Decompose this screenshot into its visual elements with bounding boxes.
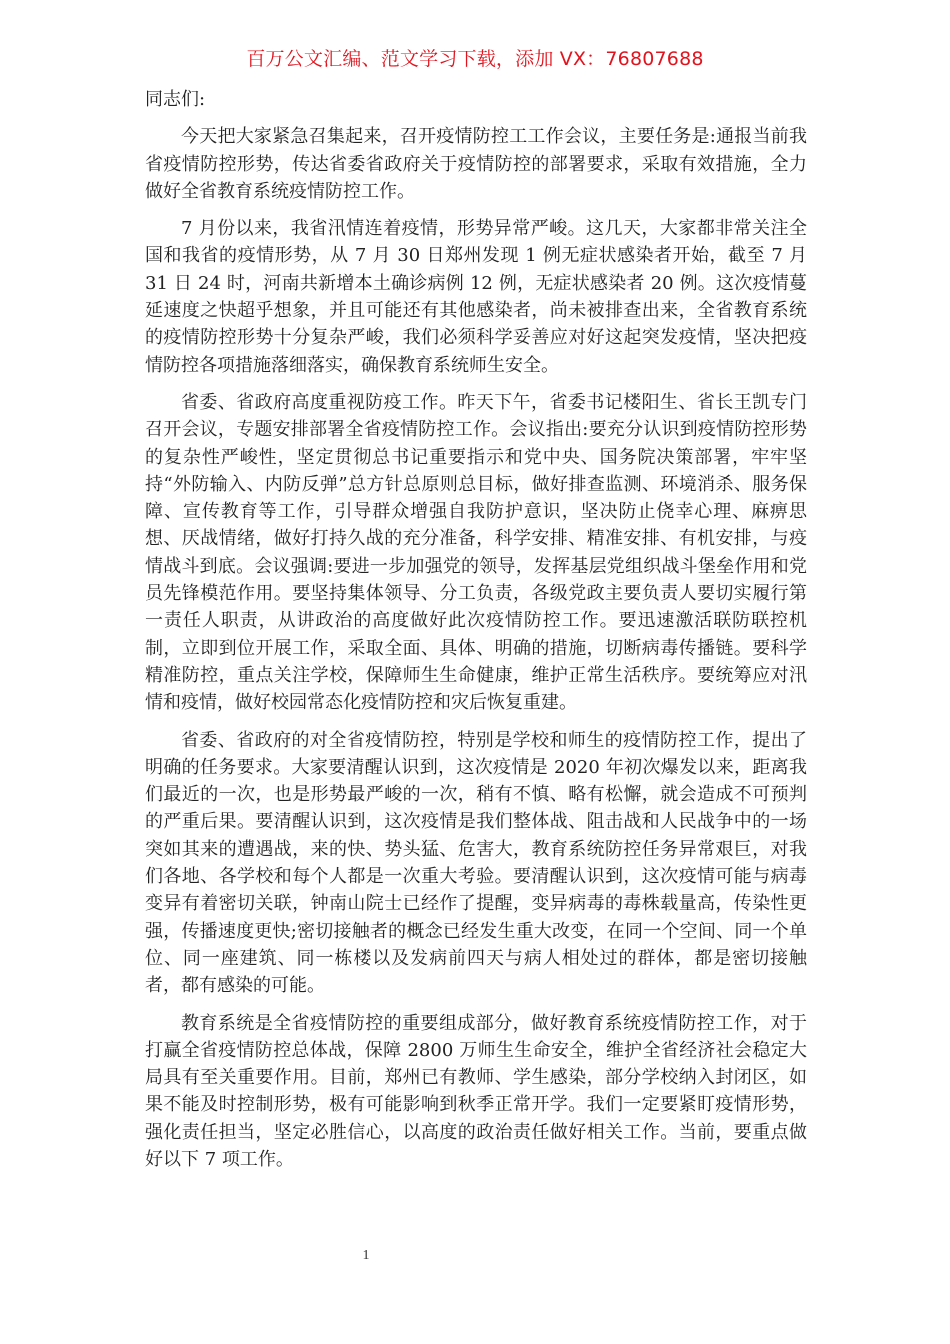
- watermark-header: 百万公文汇编、范文学习下载，添加 VX：76807688: [246, 48, 704, 70]
- salutation: 同志们:: [145, 89, 206, 110]
- paragraph-2: 7 月份以来，我省汛情连着疫情，形势异常严峻。这几天，大家都非常关注全国和我省的疫情形势，从 7 月 30 日郑州发现 1 例无症状感染者开始，截至 7 月 31 日 24 时，河南共新增本土确诊病例 12 例，无症状感染者 20 例。这次疫情蔓延速度之快超乎想象，并且可能还有其他感染者，尚未被排查出来，全省教育系统的疫情防控形势十分复杂严峻，我们必须科学妥善应对好这起突发疫情，坚决把疫情防控各项措施落细落实，确保教育系统师生安全。: [145, 218, 807, 376]
- paragraph-4: 省委、省政府的对全省疫情防控，特别是学校和师生的疫情防控工作，提出了明确的任务要求。大家要清醒认识到，这次疫情是 2020 年初次爆发以来，距离我们最近的一次，也是形势最严峻的一次，稍有不慎、略有松懈，就会造成不可预判的严重后果。要清醒认识到，这次疫情是我们整体战、阻击战和人民战争中的一场突如其来的遭遇战，来的快、势头猛、危害大，教育系统防控任务异常艰巨，对我们各地、各学校和每个人都是一次重大考验。要清醒认识到，这次疫情可能与病毒变异有着密切关联，钟南山院士已经作了提醒，变异病毒的毒株载量高，传染性更强，传播速度更快;密切接触者的概念已经发生重大改变，在同一个空间、同一个单位、同一座建筑、同一栋楼以及发病前四天与病人相处过的群体，都是密切接触者，都有感染的可能。: [145, 729, 807, 997]
- paragraph-5: 教育系统是全省疫情防控的重要组成部分，做好教育系统疫情防控工作，对于打赢全省疫情防控总体战，保障 2800 万师生生命安全，维护全省经济社会稳定大局具有至关重要作用。目前，郑州已有教师、学生感染，部分学校纳入封闭区，如果不能及时控制形势，极有可能影响到秋季正常开学。我们一定要紧盯疫情形势，强化责任担当，坚定必胜信心，以高度的政治责任做好相关工作。当前，要重点做好以下 7 项工作。: [145, 1012, 807, 1170]
- document-body: [145, 86, 807, 1183]
- paragraph-1: 今天把大家紧急召集起来，召开疫情防控工工作会议，主要任务是:通报当前我省疫情防控形势，传达省委省政府关于疫情防控的部署要求，采取有效措施，全力做好全省教育系统疫情防控工作。: [145, 126, 807, 202]
- page-number: 1: [362, 1248, 370, 1263]
- paragraph-3: 省委、省政府高度重视防疫工作。昨天下午，省委书记楼阳生、省长王凯专门召开会议，专题安排部署全省疫情防控工作。会议指出:要充分认识到疫情防控形势的复杂性严峻性，坚定贯彻总书记重要指示和党中央、国务院决策部署，牢牢坚持“外防输入、内防反弹”总方针总原则总目标，做好排查监测、环境消杀、服务保障、宣传教育等工作，引导群众增强自我防护意识，坚决防止侥幸心理、麻痹思想、厌战情绪，做好打持久战的充分准备，科学安排、精准安排、有机安排，与疫情战斗到底。会议强调:要进一步加强党的领导，发挥基层党组织战斗堡垒作用和党员先锋模范作用。要坚持集体领导、分工负责，各级党政主要负责人要切实履行第一责任人职责，从讲政治的高度做好此次疫情防控工作。要迅速激活联防联控机制，立即到位开展工作，采取全面、具体、明确的措施，切断病毒传播链。要科学精准防控，重点关注学校，保障师生生命健康，维护正常生活秩序。要统筹应对汛情和疫情，做好校园常态化疫情防控和灾后恢复重建。: [145, 391, 807, 714]
